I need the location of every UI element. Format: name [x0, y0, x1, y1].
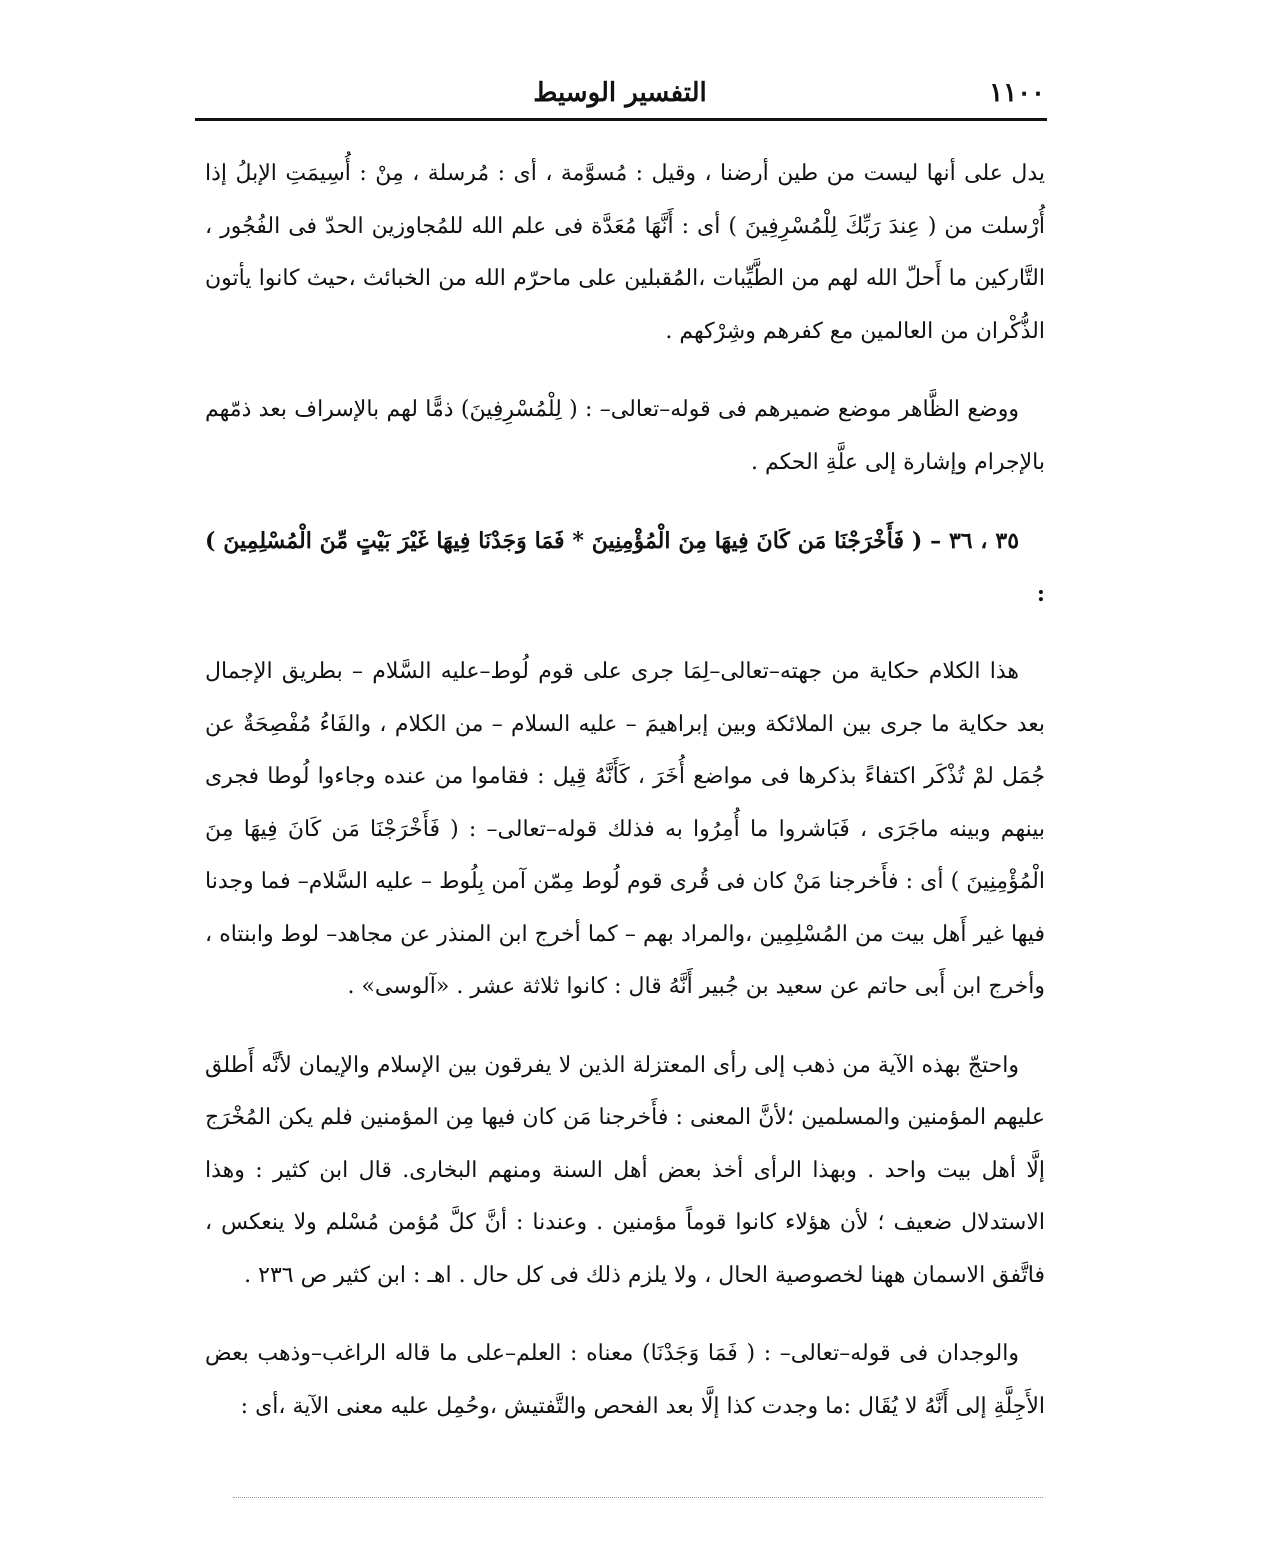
paragraph-5: والوجدان فى قوله–تعالى– : ( فَمَا وَجَدْنَا) معناه : العلم–على ما قاله الراغب–وذهب بعض الأَجِلَّةِ إلى أَنَّهُ لا يُقَال :ما وجدت كذا إلَّا بعد الفحص والتَّفتيش ،وحُمِل عليه معنى الآية ،أى :: [205, 1341, 1045, 1419]
paragraph-3: هذا الكلام حكاية من جهته–تعالى–لِمَا جرى على قوم لُوط–عليه السَّلام – بطريق الإجمال بعد حكاية ما جرى بين الملائكة وبين إبراهيمَ – عليه السلام – من الكلام ، والفَاءُ مُفْصِحَةٌ عن جُمَل لمْ تُذْكَر اكتفاءً بذكرها فى مواضع أُخَرَ ، كَأَنَّهُ قِيل : فقاموا من عنده وجاءوا لُوطا فجرى بينهم وبينه ماجَرَى ، فَبَاشروا ما أُمِرُوا به فذلك قوله–تعالى– : ( فَأَخْرَجْنَا مَن كَانَ فِيهَا مِنَ الْمُؤْمِنِينَ ) أى : فأَخرجنا مَنْ كان فى قُرى قوم لُوط مِمّن آمن بِلُوط – عليه السَّلام– فما وجدنا فيها غير أَهل بيت من المُسْلِمِين ،والمراد بهم – كما أخرج ابن المنذر عن مجاهد– لوط وابنتاه ، وأخرج ابن أَبى حاتم عن سعيد بن جُبير أَنَّهُ قال : كانوا ثلاثة عشر . «آلوسى» .: [205, 659, 1045, 999]
header-rule: [195, 118, 1047, 121]
page-number: ١١٠٠: [989, 78, 1045, 108]
commentary-text: [205, 148, 1045, 1459]
bottom-rule: [233, 1497, 1043, 1499]
running-title: التفسير الوسيط: [533, 78, 707, 108]
verse-heading: ٣٥ ، ٣٦ – ( فَأَخْرَجْنَا مَن كَانَ فِيهَا مِنَ الْمُؤْمِنِينَ * فَمَا وَجَدْنَا فِيهَا غَيْرَ بَيْتٍ مِّنَ الْمُسْلِمِينَ ) :: [205, 528, 1045, 607]
paragraph-1: يدل على أنها ليست من طين أرضنا ، وقيل : مُسوَّمة ، أى : مُرسلة ، مِنْ : أُسِيمَتِ الإبلُ إذا أُرْسلت من ( عِندَ رَبِّكَ لِلْمُسْرِفِينَ ) أى : أَنَّهَا مُعَدَّة فى علم الله للمُجاوزين الحدّ فى الفُجُور ، التَّاركين ما أَحلّ الله لهم من الطَّيِّبات ،المُقبلين على ماحرّم الله من الخبائث ،حيث كانوا يأتون الذُّكْران من العالمين مع كفرهم وشِرْكهم .: [205, 161, 1046, 344]
paragraph-2: ووضع الظَّاهر موضع ضميرهم فى قوله–تعالى– : ( لِلْمُسْرِفِينَ) ذمًّا لهم بالإسراف بعد ذمّهم بالإجرام وإشارة إلى علَّةِ الحكم .: [205, 397, 1045, 475]
page-header: [195, 78, 1045, 116]
paragraph-4: واحتجّ بهذه الآية من ذهب إلى رأى المعتزلة الذين لا يفرقون بين الإسلام والإيمان لأنَّه أَطلق عليهم المؤمنين والمسلمين ؛لأنَّ المعنى : فأَخرجنا مَن كان فيها مِن المؤمنين فلم يكن المُخْرَج إلَّا أهل بيت واحد . وبهذا الرأى أخذ بعض أهل السنة ومنهم البخارى. قال ابن كثير : وهذا الاستدلال ضعيف ؛ لأن هؤلاء كانوا قوماً مؤمنين . وعندنا : أنَّ كلَّ مُؤمن مُسْلم ولا ينعكس ، فاتَّفق الاسمان ههنا لخصوصية الحال ، ولا يلزم ذلك فى كل حال . اهـ : ابن كثير ص ٢٣٦ .: [205, 1052, 1045, 1288]
